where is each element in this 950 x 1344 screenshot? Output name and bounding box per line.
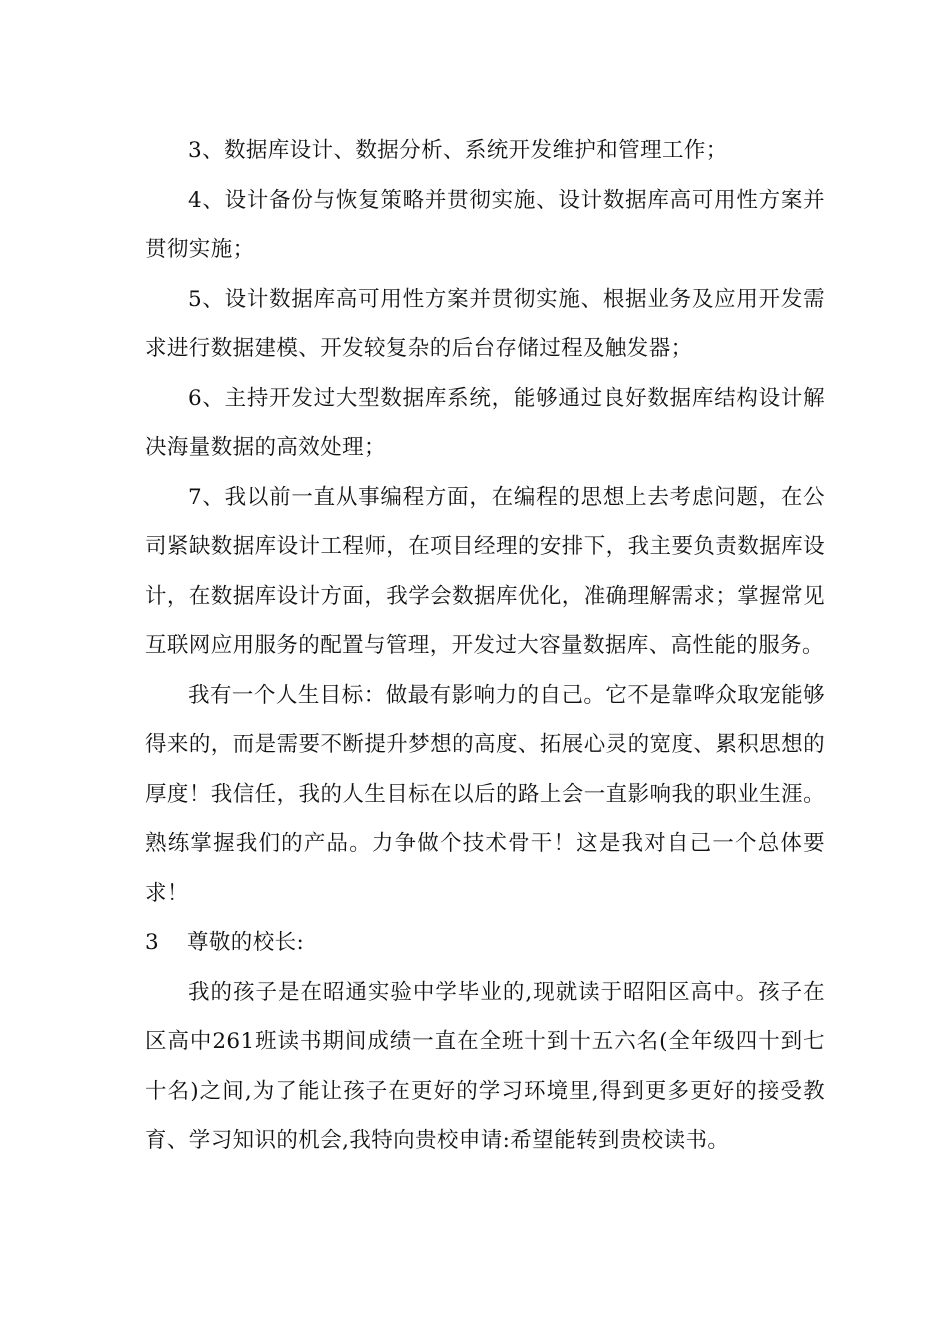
paragraph-transfer-request: 我的孩子是在昭通实验中学毕业的,现就读于昭阳区高中。孩子在区高中261班读书期间成绩一直在全班十到十五六名(全年级四十到七十名)之间,为了能让孩子在更好的学习环境里,得到更多更好的接受教育、学习知识的机会,我特向贵校申请:希望能转到贵校读书。 xyxy=(145,979,825,1153)
paragraph-duty-7: 7、我以前一直从事编程方面，在编程的思想上去考虑问题，在公司紧缺数据库设计工程师，在项目经理的安排下，我主要负责数据库设计，在数据库设计方面，我学会数据库优化，准确理解需求；掌握常见互联网应用服务的配置与管理，开发过大容量数据库、高性能的服务。 xyxy=(145,484,825,658)
document-body xyxy=(145,126,825,1166)
section-title: 尊敬的校长: xyxy=(187,930,305,955)
section-number: 3 xyxy=(145,930,160,955)
paragraph-duty-5: 5、设计数据库高可用性方案并贯彻实施、根据业务及应用开发需求进行数据建模、开发较复杂的后台存储过程及触发器； xyxy=(145,286,825,361)
paragraph-duty-4: 4、设计备份与恢复策略并贯彻实施、设计数据库高可用性方案并贯彻实施； xyxy=(145,187,825,262)
section-heading xyxy=(145,918,825,968)
paragraph-duty-6: 6、主持开发过大型数据库系统，能够通过良好数据库结构设计解决海量数据的高效处理； xyxy=(145,385,825,460)
paragraph-duty-3: 3、数据库设计、数据分析、系统开发维护和管理工作； xyxy=(188,138,728,163)
paragraph-life-goal: 我有一个人生目标：做最有影响力的自己。它不是靠哗众取宠能够得来的，而是需要不断提升梦想的高度、拓展心灵的宽度、累积思想的厚度！我信任，我的人生目标在以后的路上会一直影响我的职业生涯。熟练掌握我们的产品。力争做个技术骨干！这是我对自己一个总体要求！ xyxy=(145,682,825,906)
